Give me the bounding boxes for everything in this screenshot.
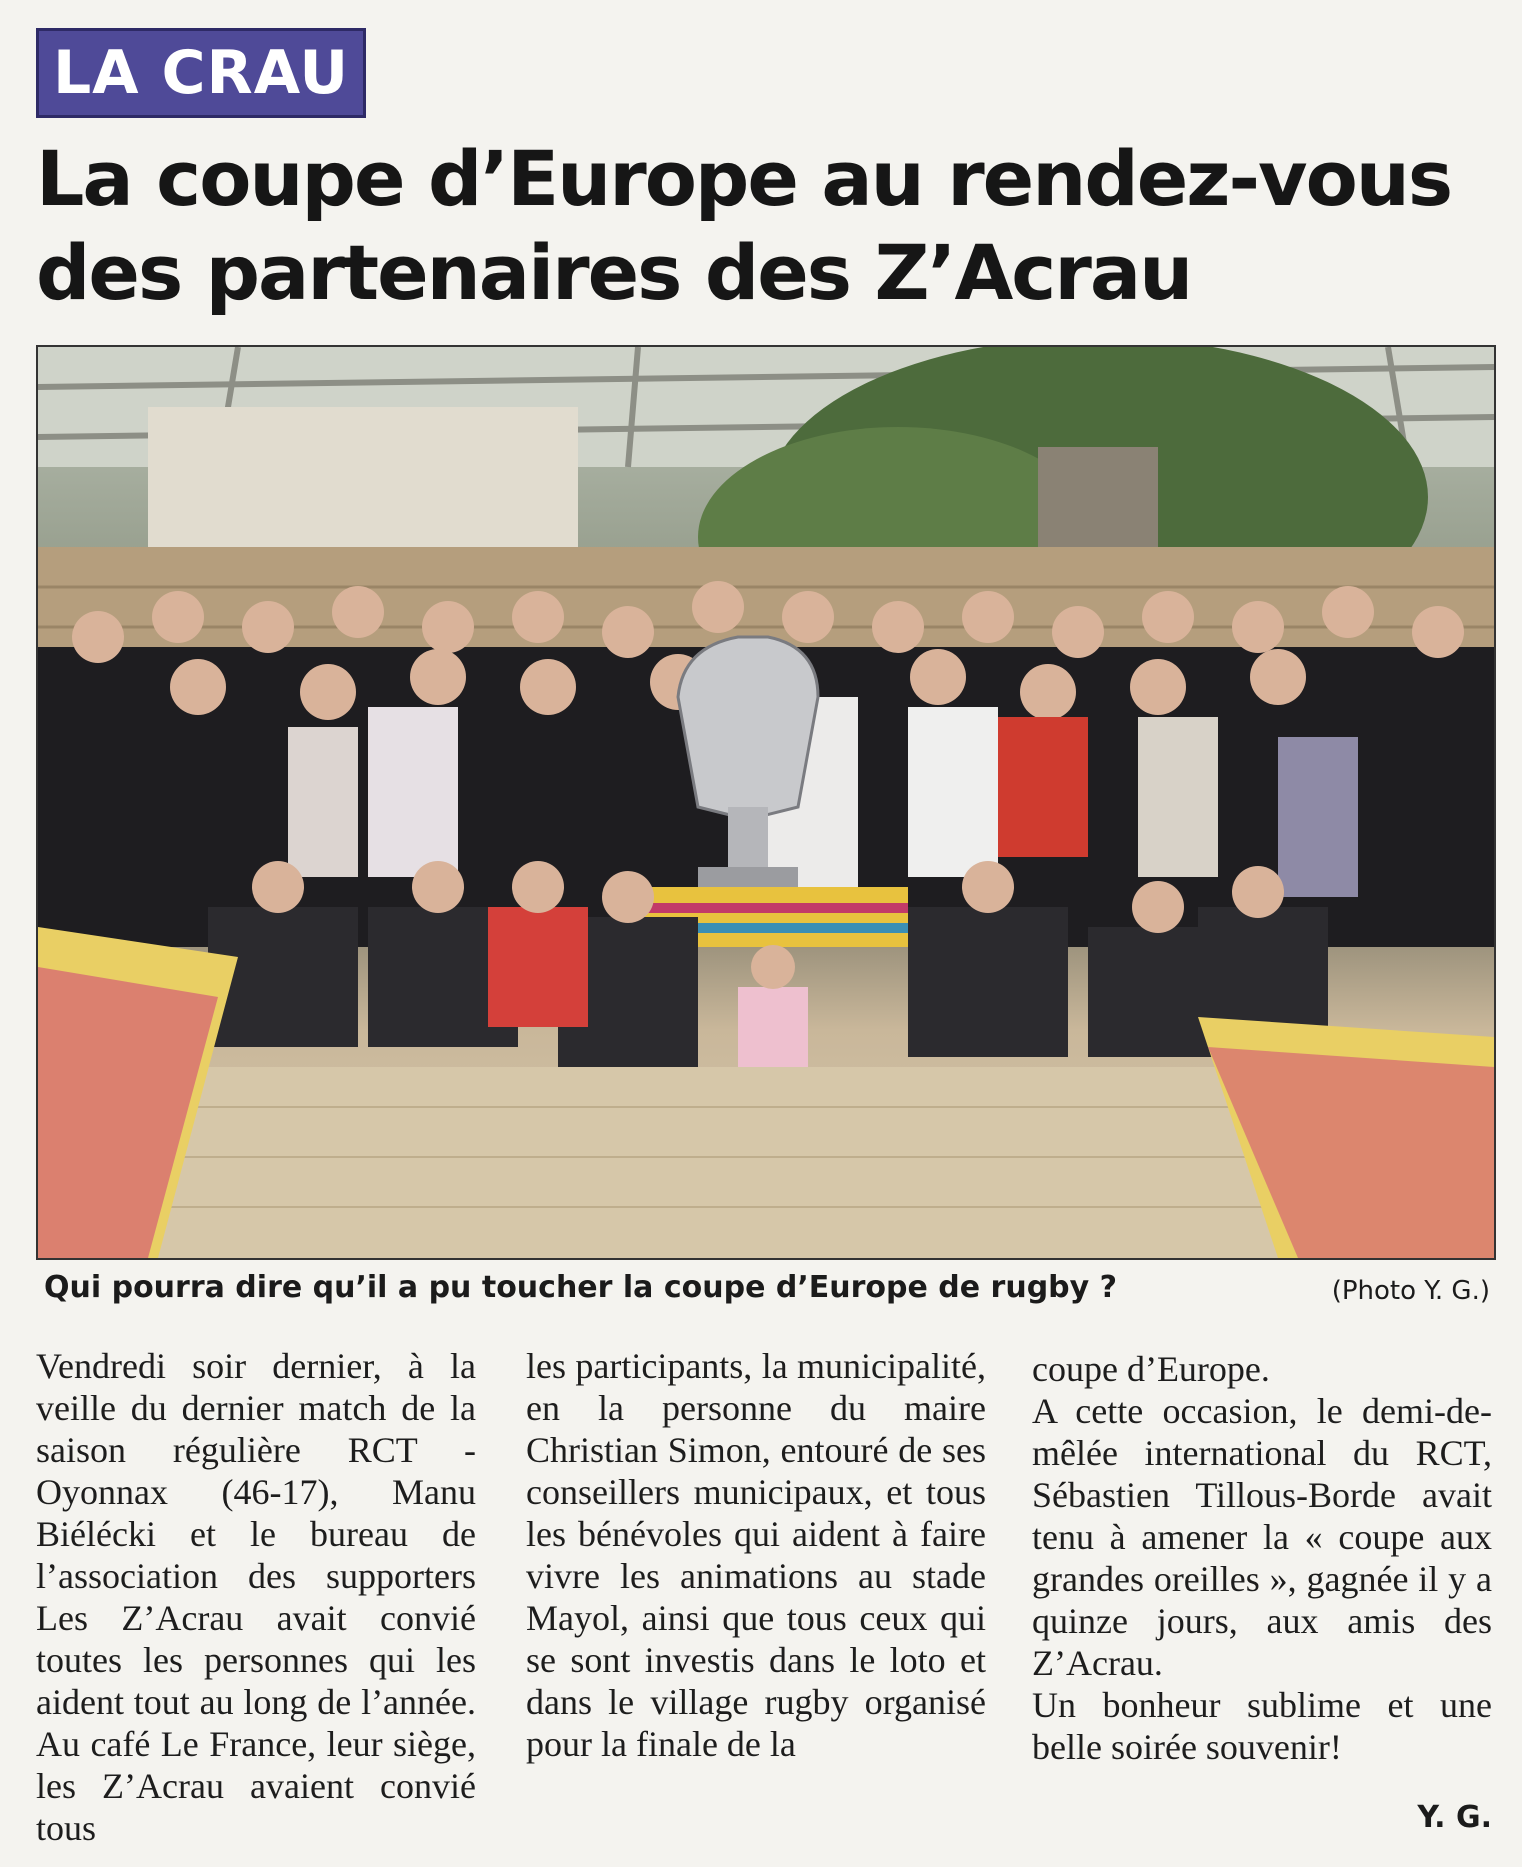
column-3-paragraph-1: coupe d’Europe. bbox=[1032, 1349, 1270, 1389]
column-3-paragraph-2: A cette occasion, le demi-de-mêlée international du RCT, Sébastien Tillous-Borde avait tenu à amener la « coupe aux grandes oreilles », gagnée il y a quinze jours, aux amis des Z’Acrau. bbox=[1032, 1391, 1492, 1683]
article-headline bbox=[36, 132, 1496, 320]
photo-illustration bbox=[38, 347, 1494, 1258]
column-1-text: Vendredi soir dernier, à la veille du dernier match de la saison régulière RCT - Oyonnax (46-17), Manu Biélécki et le bureau de l’association des supporters Les Z’Acrau avait convié toutes les personnes qui les aident tout au long de l’année. Au café Le France, leur siège, les Z’Acrau avaient convié tous bbox=[36, 1346, 476, 1848]
column-3-paragraph-3: Un bonheur sublime et une belle soirée souvenir! bbox=[1032, 1685, 1492, 1767]
group-photo bbox=[36, 345, 1496, 1260]
kicker-label: LA CRAU bbox=[52, 38, 350, 108]
article-column-1 bbox=[36, 1345, 476, 1849]
photo-credit: (Photo Y. G.) bbox=[1331, 1276, 1490, 1306]
section-kicker bbox=[36, 28, 366, 118]
article-column-2 bbox=[526, 1345, 986, 1765]
headline-line-1: La coupe d’Europe au rendez-vous bbox=[36, 134, 1452, 223]
column-2-text: les participants, la municipalité, en la personne du maire Christian Simon, entouré de ses conseillers municipaux, et tous les bénévoles qui aident à faire vivre les animations au stade Mayol, ainsi que tous ceux qui se sont investis dans le loto et dans le village rugby organisé pour la finale de la bbox=[526, 1346, 986, 1764]
photo-caption-bar bbox=[36, 1268, 1496, 1316]
photo-caption: Qui pourra dire qu’il a pu toucher la coupe d’Europe de rugby ? bbox=[44, 1270, 1118, 1305]
author-signature: Y. G. bbox=[1417, 1800, 1492, 1835]
article-column-3 bbox=[1032, 1348, 1492, 1768]
headline-line-2: des partenaires des Z’Acrau bbox=[36, 228, 1192, 317]
